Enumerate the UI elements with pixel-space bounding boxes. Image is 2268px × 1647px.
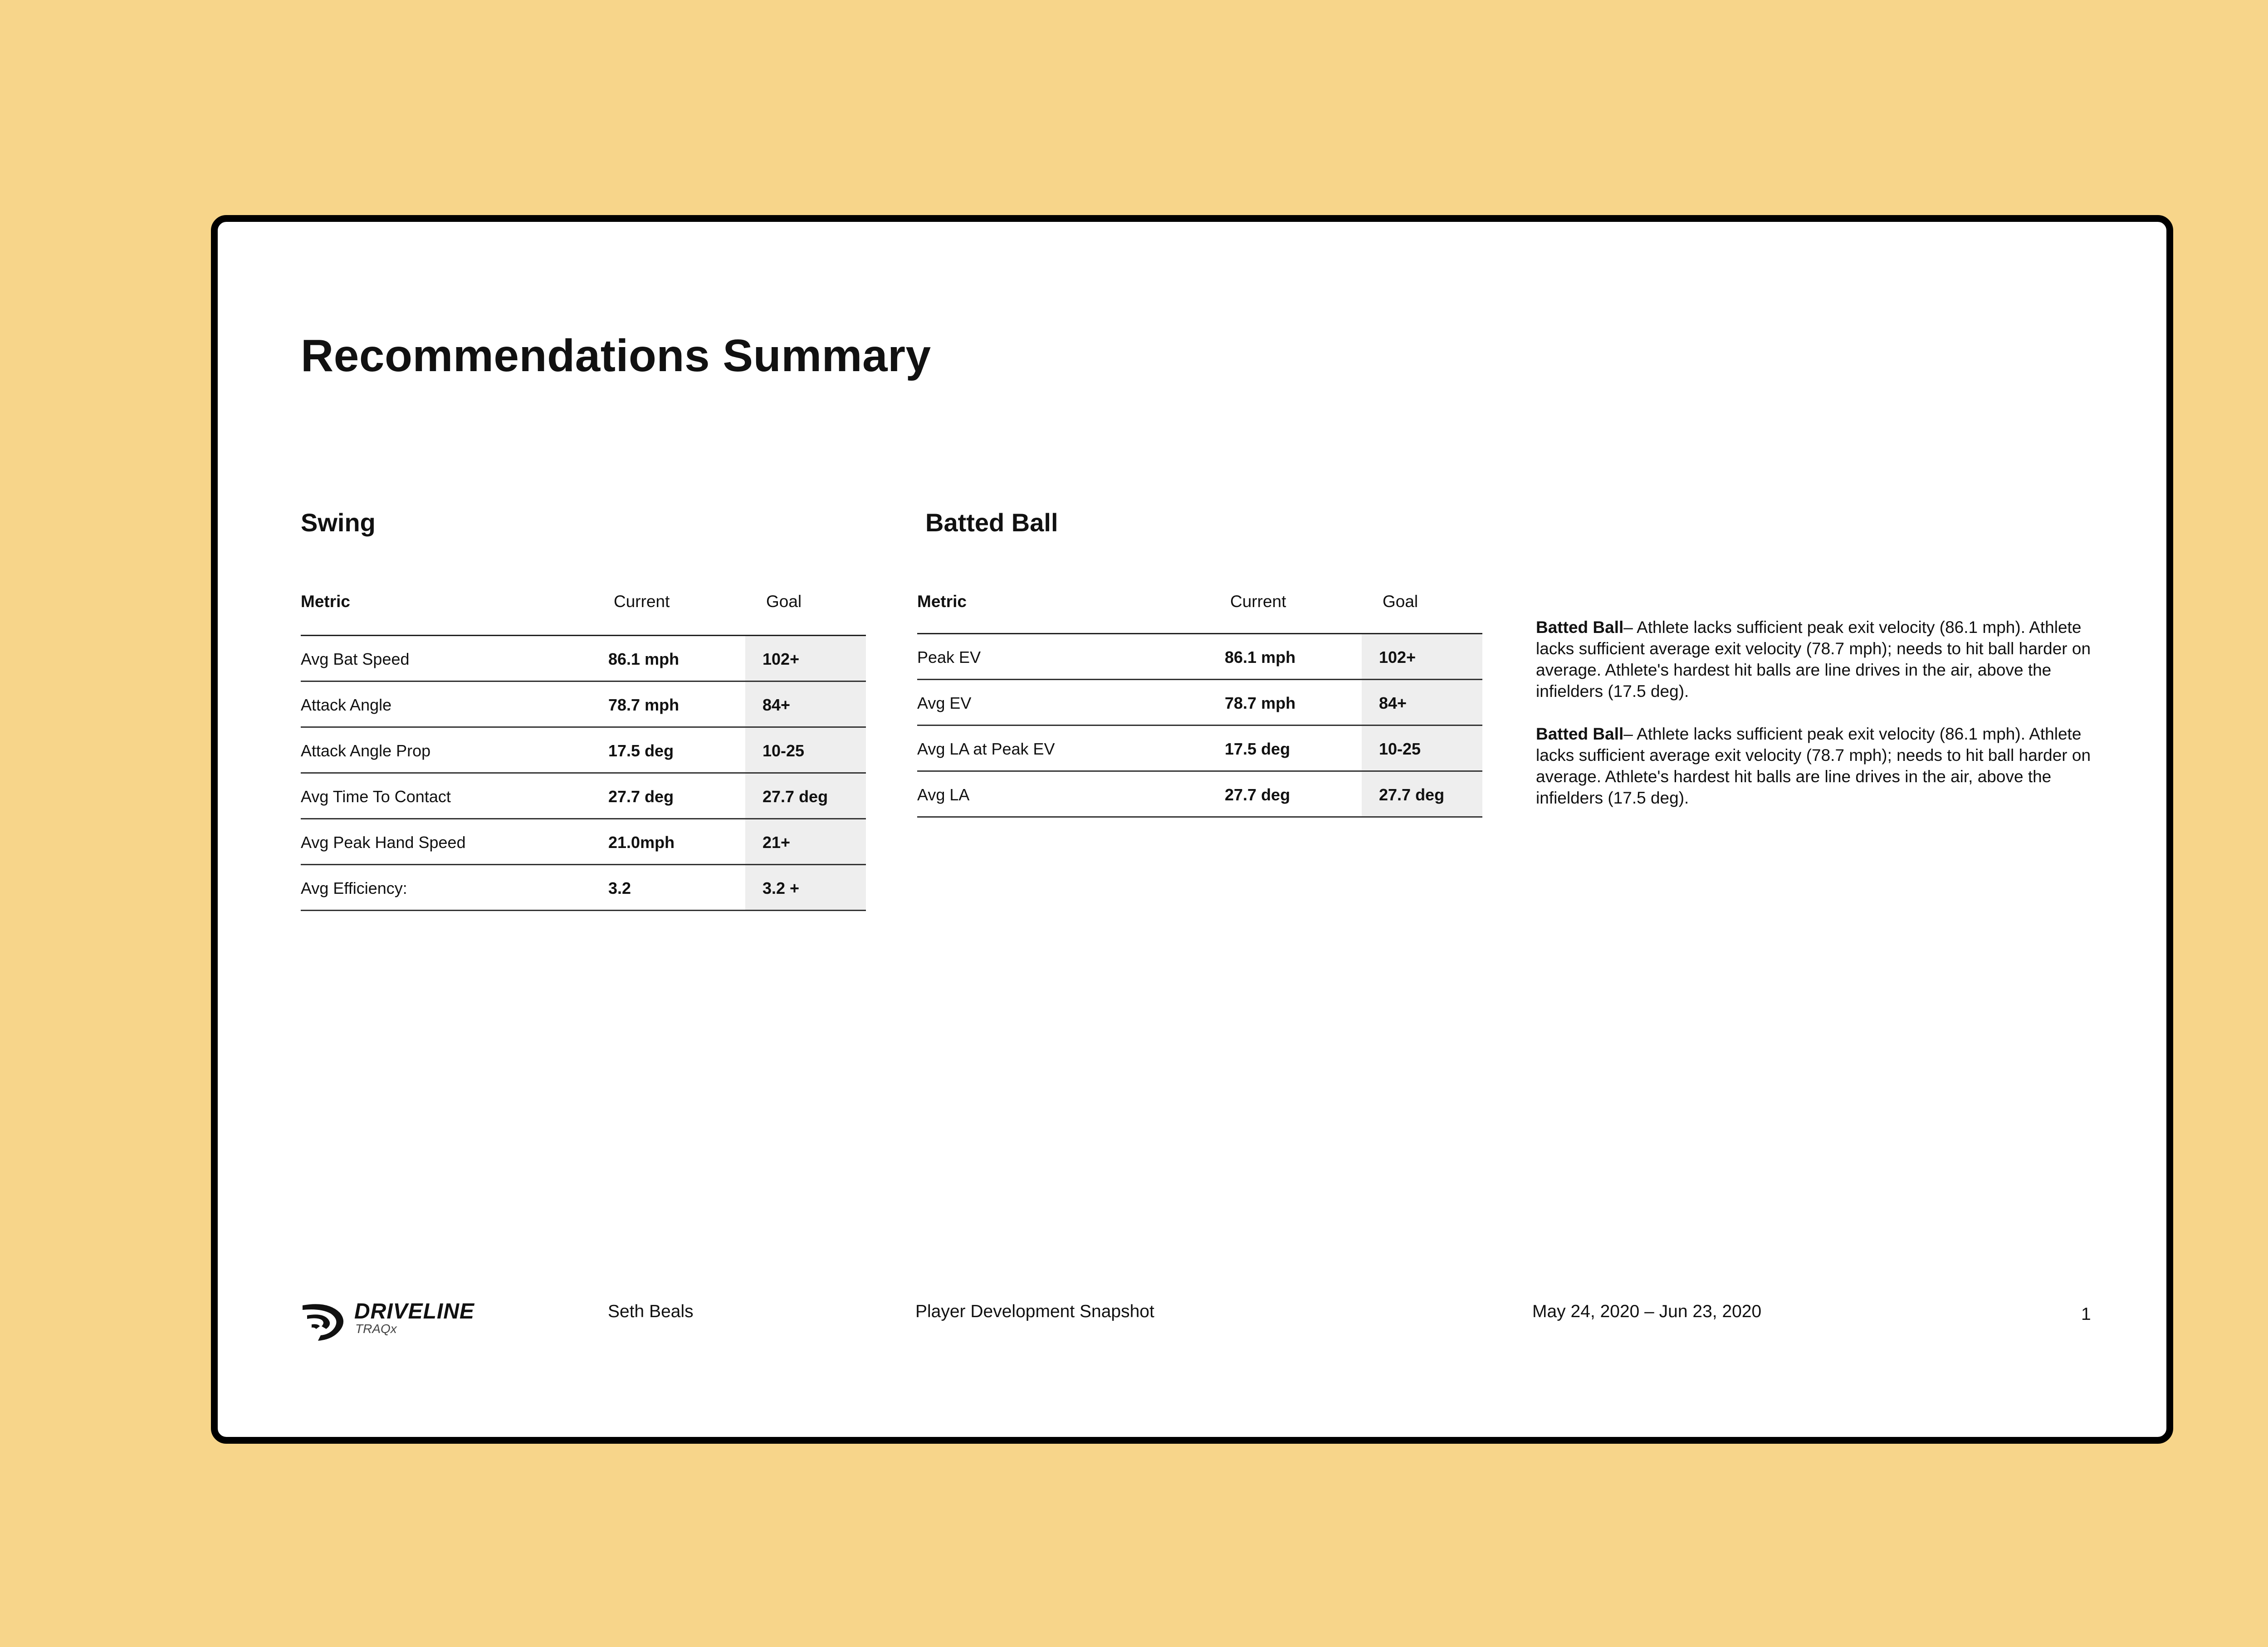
current-cell: 27.7 deg xyxy=(1225,785,1290,804)
metric-header: Metric xyxy=(301,592,350,611)
note-text: – Athlete lacks sufficient peak exit velocity (86.1 mph). Athlete lacks sufficient average exit velocity (78.7 mph); needs to hit ball harder on average. Athlete's hardest hit balls are line drives in the air, above the infielders (17.5 deg). xyxy=(1536,725,2091,807)
note-item xyxy=(1536,723,2098,809)
table-row xyxy=(301,819,866,865)
metric-cell: Avg LA at Peak EV xyxy=(917,740,1055,758)
player-name: Seth Beals xyxy=(608,1302,694,1321)
batted-ball-table-header xyxy=(917,585,1482,634)
goal-cell: 27.7 deg xyxy=(1379,785,1445,804)
current-cell: 17.5 deg xyxy=(608,741,674,760)
driveline-mark-icon xyxy=(301,1299,351,1344)
goal-cell: 84+ xyxy=(763,696,791,714)
table-row xyxy=(917,772,1482,818)
batted-ball-section-title: Batted Ball xyxy=(925,508,1058,537)
metric-cell: Attack Angle xyxy=(301,696,392,714)
goal-cell: 10-25 xyxy=(1379,740,1421,758)
page-number: 1 xyxy=(2081,1304,2091,1324)
note-label: Batted Ball xyxy=(1536,725,1624,743)
note-text: – Athlete lacks sufficient peak exit velocity (86.1 mph). Athlete lacks sufficient average exit velocity (78.7 mph); needs to hit ball harder on average. Athlete's hardest hit balls are line drives in the air, above the infielders (17.5 deg). xyxy=(1536,618,2091,701)
table-row xyxy=(917,726,1482,772)
current-cell: 3.2 xyxy=(608,879,631,897)
swing-section-title: Swing xyxy=(301,508,376,537)
current-header: Current xyxy=(1230,592,1286,611)
page-title: Recommendations Summary xyxy=(301,330,931,381)
table-row xyxy=(301,682,866,728)
metric-header: Metric xyxy=(917,592,967,611)
table-row xyxy=(301,774,866,819)
current-cell: 78.7 mph xyxy=(1225,694,1296,712)
date-range: May 24, 2020 – Jun 23, 2020 xyxy=(1532,1302,1762,1321)
report-page xyxy=(211,215,2173,1444)
goal-cell: 102+ xyxy=(763,650,800,668)
goal-cell: 102+ xyxy=(1379,648,1416,667)
metric-cell: Avg LA xyxy=(917,785,970,804)
current-cell: 27.7 deg xyxy=(608,787,674,806)
goal-cell: 3.2 + xyxy=(763,879,800,897)
metric-cell: Avg Peak Hand Speed xyxy=(301,833,466,852)
current-cell: 86.1 mph xyxy=(1225,648,1296,667)
recommendation-notes xyxy=(1536,617,2098,830)
current-cell: 78.7 mph xyxy=(608,696,679,714)
metric-cell: Avg Bat Speed xyxy=(301,650,410,668)
goal-cell: 21+ xyxy=(763,833,791,852)
logo-subtitle: TRAQx xyxy=(355,1322,397,1336)
logo-wordmark: DRIVELINE xyxy=(354,1299,475,1323)
metric-cell: Avg EV xyxy=(917,694,972,712)
driveline-logo xyxy=(301,1299,491,1344)
current-cell: 86.1 mph xyxy=(608,650,679,668)
current-cell: 17.5 deg xyxy=(1225,740,1290,758)
goal-cell: 10-25 xyxy=(763,741,805,760)
metric-cell: Avg Time To Contact xyxy=(301,787,451,806)
goal-cell: 84+ xyxy=(1379,694,1407,712)
report-name: Player Development Snapshot xyxy=(915,1302,1154,1321)
batted-ball-table xyxy=(917,585,1482,818)
metric-cell: Avg Efficiency: xyxy=(301,879,407,897)
swing-table xyxy=(301,585,866,911)
table-row xyxy=(301,728,866,774)
note-label: Batted Ball xyxy=(1536,618,1624,637)
goal-cell: 27.7 deg xyxy=(763,787,828,806)
current-cell: 21.0mph xyxy=(608,833,675,852)
metric-cell: Attack Angle Prop xyxy=(301,741,431,760)
table-row xyxy=(917,634,1482,680)
table-row xyxy=(917,680,1482,726)
table-row xyxy=(301,865,866,911)
goal-header: Goal xyxy=(766,592,802,611)
table-row xyxy=(301,636,866,682)
metric-cell: Peak EV xyxy=(917,648,981,667)
current-header: Current xyxy=(614,592,670,611)
note-item xyxy=(1536,617,2098,702)
goal-header: Goal xyxy=(1383,592,1418,611)
swing-table-header xyxy=(301,585,866,636)
